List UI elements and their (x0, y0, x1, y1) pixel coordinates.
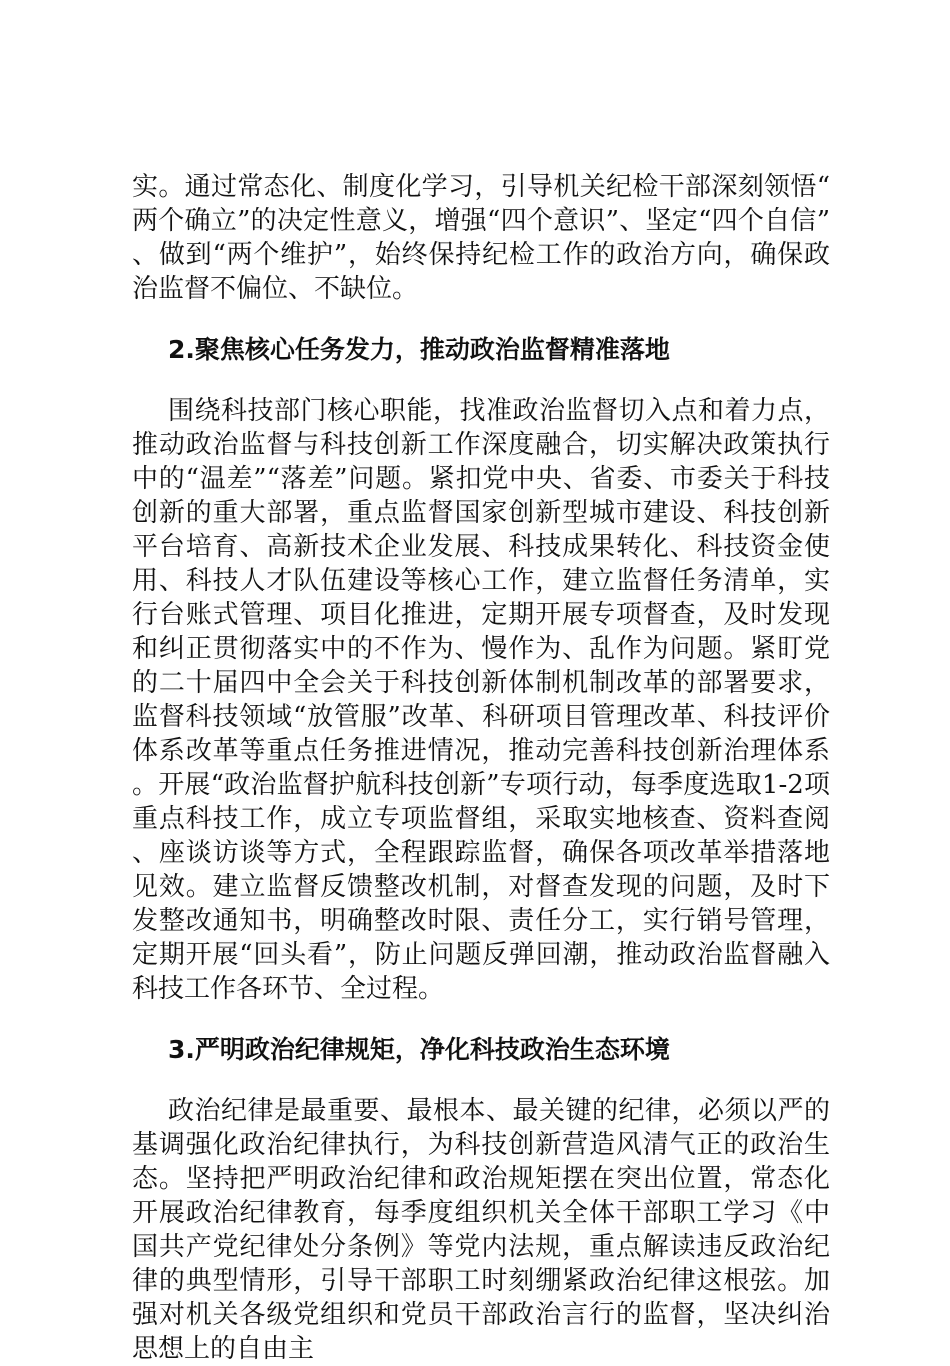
spacer (132, 1067, 830, 1094)
section-heading-2: 2.聚焦核心任务发力，推动政治监督精准落地 (168, 335, 670, 364)
spacer (132, 306, 830, 333)
spacer (132, 1006, 830, 1033)
section-heading-3: 3.严明政治纪律规矩，净化科技政治生态环境 (168, 1035, 670, 1064)
spacer (132, 367, 830, 394)
document-page (132, 170, 830, 1366)
paragraph-3: 政治纪律是最重要、最根本、最关键的纪律，必须以严的基调强化政治纪律执行，为科技创新营造风清气正的政治生态。坚持把严明政治纪律和政治规矩摆在突出位置，常态化开展政治纪律教育，每季度组织机关全体干部职工学习《中国共产党纪律处分条例》等党内法规，重点解读违反政治纪律的典型情形，引导干部职工时刻绷紧政治纪律这根弦。加强对机关各级党组织和党员干部政治言行的监督，坚决纠治思想上的自由主 (132, 1096, 830, 1364)
paragraph-2: 围绕科技部门核心职能，找准政治监督切入点和着力点，推动政治监督与科技创新工作深度融合，切实解决政策执行中的“温差”“落差”问题。紧扣党中央、省委、市委关于科技创新的重大部署，重点监督国家创新型城市建设、科技创新平台培育、高新技术企业发展、科技成果转化、科技资金使用、科技人才队伍建设等核心工作，建立监督任务清单，实行台账式管理、项目化推进，定期开展专项督查，及时发现和纠正贯彻落实中的不作为、慢作为、乱作为问题。紧盯党的二十届四中全会关于科技创新体制机制改革的部署要求，监督科技领域“放管服”改革、科研项目管理改革、科技评价体系改革等重点任务推进情况，推动完善科技创新治理体系。开展“政治监督护航科技创新”专项行动，每季度选取1-2项重点科技工作，成立专项监督组，采取实地核查、资料查阅、座谈访谈等方式，全程跟踪监督，确保各项改革举措落地见效。建立监督反馈整改机制，对督查发现的问题，及时下发整改通知书，明确整改时限、责任分工，实行销号管理，定期开展“回头看”，防止问题反弹回潮，推动政治监督融入科技工作各环节、全过程。 (132, 396, 830, 1004)
paragraph-1: 实。通过常态化、制度化学习，引导机关纪检干部深刻领悟“两个确立”的决定性意义，增强“四个意识”、坚定“四个自信”、做到“两个维护”，始终保持纪检工作的政治方向，确保政治监督不偏位、不缺位。 (132, 172, 830, 304)
